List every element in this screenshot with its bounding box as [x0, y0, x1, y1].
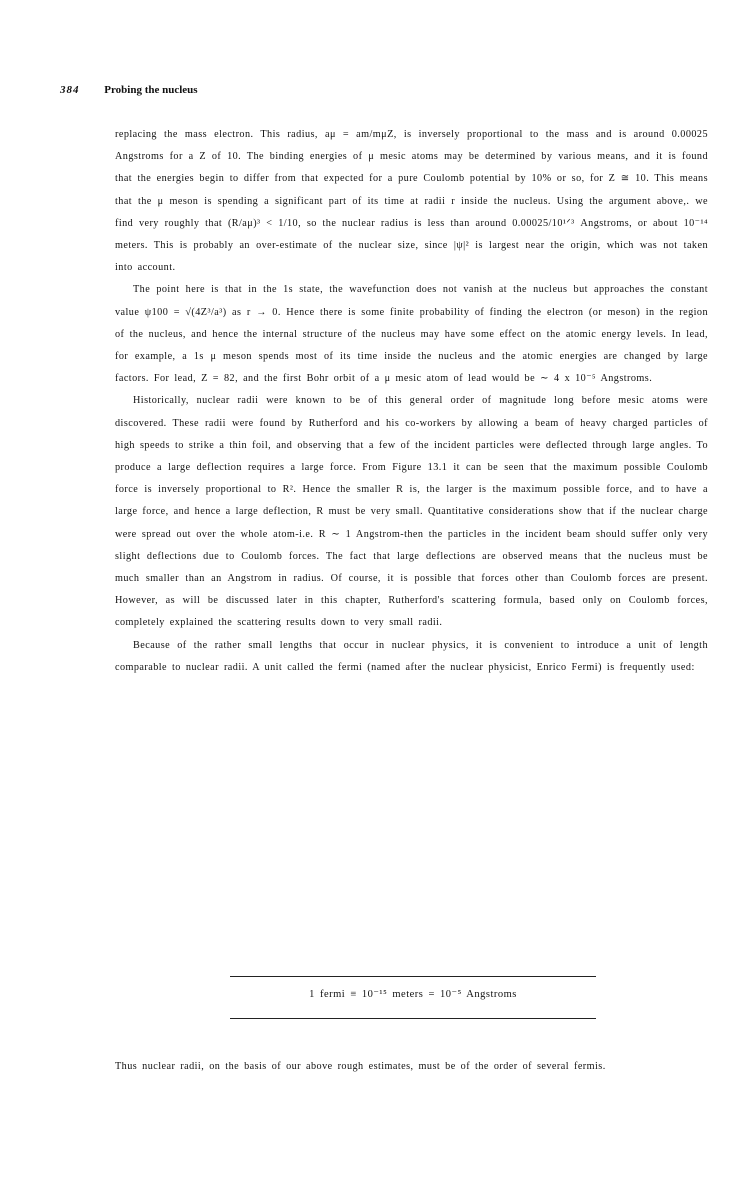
- equation-bottom-rule: [230, 1018, 596, 1019]
- closing-text: [115, 1056, 708, 1078]
- paragraph-4: Because of the rather small lengths that occur in nuclear physics, it is convenient to introduce a unit of length comparable to nuclear radii. A unit called the fermi (named after the nuclear physicist, Enrico Fermi) is frequently used:: [115, 639, 708, 673]
- paragraph-1: replacing the mass electron. This radius, aμ = am/mμZ, is inversely proportional to the mass and is around 0.00025 Angstroms for a Z of 10. The binding energies of μ mesic atoms may be determined by various means, and it is found that the energies begin to differ from that expected for a pure Coulomb potential by 10% or so, for Z ≅ 10. This means that the μ meson is spending a significant part of its time at radii r inside the nucleus. Using the argument above,. we find very roughly that (R/aμ)³ < 1/10, so the nuclear radius is less than around 0.00025/10¹ᐟ³ Angstroms, or about 10⁻¹⁴ meters. This is probably an over-estimate of the nuclear size, since |ψ|² is largest near the origin, which was not taken into account.: [115, 129, 708, 274]
- page-number: 384: [60, 84, 80, 96]
- paragraph-3: Historically, nuclear radii were known to be of this general order of magnitude long before mesic atoms were discovered. These radii were found by Rutherford and his co-workers by allowing a beam of heavy charged particles of high speeds to strike a thin foil, and observing that a few of the incident particles were deflected through large angles. To produce a large deflection requires a large force. From Figure 13.1 it can be seen that the maximum possible Coulomb force is inversely proportional to R². Hence the smaller R is, the larger is the maximum possible force, and to have a large force, and hence a large deflection, R must be very small. Quantitative considerations show that if the nuclear charge were spread out over the whole atom-i.e. R ∼ 1 Angstrom-then the particles in the incident beam should suffer only very slight deflections due to Coulomb forces. The fact that large deflections are observed means that the nucleus must be much smaller than an Angstrom in radius. Of course, it is possible that forces other than Coulomb forces are present. However, as will be discussed later in this chapter, Rutherford's scattering formula, based only on Coulomb forces, completely explained the scattering results down to very small radii.: [115, 395, 708, 629]
- body-text: [115, 124, 708, 679]
- running-title: Probing the nucleus: [104, 84, 198, 96]
- closing-paragraph: Thus nuclear radii, on the basis of our above rough estimates, must be of the order of several fermis.: [115, 1061, 606, 1072]
- paragraph-2: The point here is that in the 1s state, the wavefunction does not vanish at the nucleus but approaches the constant value ψ100 = √(4Z³/a³) as r → 0. Hence there is some finite probability of finding the electron (or meson) in the region of the nucleus, and hence the internal structure of the nucleus may have some effect on the atomic energy levels. In lead, for example, a 1s μ meson spends most of its time inside the nucleus and the atomic energies are changed by large factors. For lead, Z = 82, and the first Bohr orbit of a μ mesic atom of lead would be ∼ 4 x 10⁻⁵ Angstroms.: [115, 284, 708, 385]
- equation-top-rule: [230, 976, 596, 977]
- fermi-definition-equation: 1 fermi ≡ 10⁻¹⁵ meters = 10⁻⁵ Angstroms: [309, 989, 517, 1000]
- running-header: [60, 84, 198, 96]
